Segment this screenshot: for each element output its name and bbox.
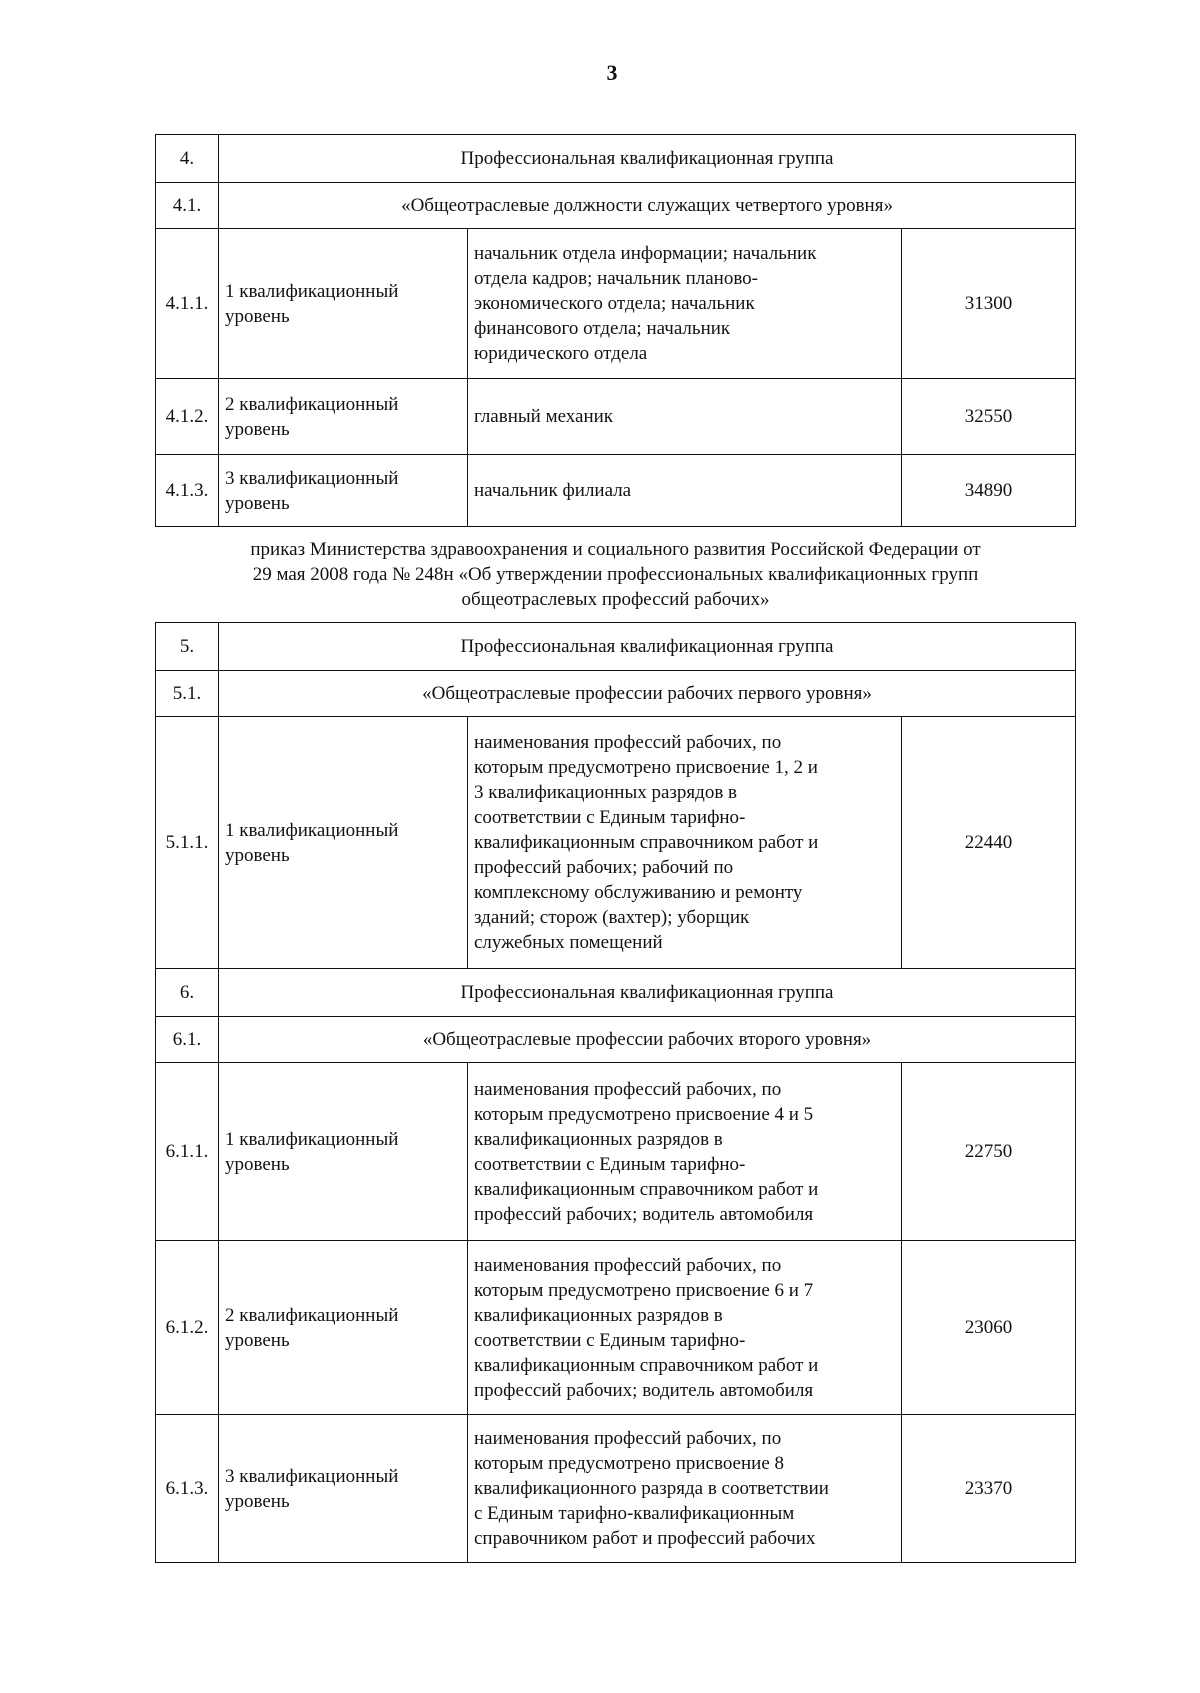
qualification-level: 3 квалификационный уровень bbox=[219, 1415, 468, 1563]
position-description: наименования профессий рабочих, по которым предусмотрено присвоение 4 и 5 квалификационных разрядов в соответствии с Единым тарифно- квалификационным справочником работ и профессий рабочих; водитель автомобиля bbox=[468, 1063, 902, 1241]
table-row bbox=[156, 1241, 1076, 1415]
qualification-level: 3 квалификационный уровень bbox=[219, 455, 468, 527]
order-reference-row bbox=[156, 527, 1076, 623]
salary-value: 32550 bbox=[902, 379, 1076, 455]
subgroup-number: 5.1. bbox=[156, 671, 219, 717]
row-number: 4.1.2. bbox=[156, 379, 219, 455]
table-row bbox=[156, 1063, 1076, 1241]
row-number: 4.1.1. bbox=[156, 229, 219, 379]
table-row bbox=[156, 229, 1076, 379]
subgroup-title: «Общеотраслевые профессии рабочих первого уровня» bbox=[219, 671, 1076, 717]
page-number: 3 bbox=[606, 60, 618, 85]
position-description: начальник отдела информации; начальник отдела кадров; начальник планово- экономического отдела; начальник финансового отдела; начальник юридического отдела bbox=[468, 229, 902, 379]
salary-value: 34890 bbox=[902, 455, 1076, 527]
subgroup-title: «Общеотраслевые профессии рабочих второго уровня» bbox=[219, 1017, 1076, 1063]
group-number: 6. bbox=[156, 969, 219, 1017]
group-header-row bbox=[156, 969, 1076, 1017]
table-row bbox=[156, 455, 1076, 527]
group-title: Профессиональная квалификационная группа bbox=[219, 623, 1076, 671]
position-description: наименования профессий рабочих, по которым предусмотрено присвоение 8 квалификационного разряда в соответствии с Единым тарифно-квалификационным справочником работ и профессий рабочих bbox=[468, 1415, 902, 1563]
group-number: 4. bbox=[156, 135, 219, 183]
group-number: 5. bbox=[156, 623, 219, 671]
group-title: Профессиональная квалификационная группа bbox=[219, 969, 1076, 1017]
position-description: начальник филиала bbox=[468, 455, 902, 527]
subgroup-number: 6.1. bbox=[156, 1017, 219, 1063]
table-row bbox=[156, 379, 1076, 455]
subgroup-title: «Общеотраслевые должности служащих четвертого уровня» bbox=[219, 183, 1076, 229]
salary-value: 22440 bbox=[902, 717, 1076, 969]
qualification-level: 1 квалификационный уровень bbox=[219, 229, 468, 379]
row-number: 4.1.3. bbox=[156, 455, 219, 527]
position-description: главный механик bbox=[468, 379, 902, 455]
table-row bbox=[156, 717, 1076, 969]
qualification-level: 1 квалификационный уровень bbox=[219, 1063, 468, 1241]
row-number: 6.1.3. bbox=[156, 1415, 219, 1563]
group-header-row bbox=[156, 623, 1076, 671]
qualification-level: 1 квалификационный уровень bbox=[219, 717, 468, 969]
row-number: 6.1.1. bbox=[156, 1063, 219, 1241]
salary-value: 22750 bbox=[902, 1063, 1076, 1241]
order-reference: приказ Министерства здравоохранения и социального развития Российской Федерации от 29 мая 2008 года № 248н «Об утверждении профессиональных квалификационных групп общеотраслевых профессий рабочих» bbox=[156, 527, 1076, 623]
subgroup-header-row bbox=[156, 1017, 1076, 1063]
group-title: Профессиональная квалификационная группа bbox=[219, 135, 1076, 183]
salary-value: 31300 bbox=[902, 229, 1076, 379]
qualification-table bbox=[155, 134, 1076, 1563]
table-row bbox=[156, 1415, 1076, 1563]
subgroup-header-row bbox=[156, 183, 1076, 229]
group-header-row bbox=[156, 135, 1076, 183]
subgroup-header-row bbox=[156, 671, 1076, 717]
qualification-level: 2 квалификационный уровень bbox=[219, 1241, 468, 1415]
salary-value: 23060 bbox=[902, 1241, 1076, 1415]
qualification-level: 2 квалификационный уровень bbox=[219, 379, 468, 455]
position-description: наименования профессий рабочих, по которым предусмотрено присвоение 6 и 7 квалификационных разрядов в соответствии с Единым тарифно- квалификационным справочником работ и профессий рабочих; водитель автомобиля bbox=[468, 1241, 902, 1415]
position-description: наименования профессий рабочих, по которым предусмотрено присвоение 1, 2 и 3 квалификационных разрядов в соответствии с Единым тарифно- квалификационным справочником работ и профессий рабочих; рабочий по комплексному обслуживанию и ремонту зданий; сторож (вахтер); уборщик служебных помещений bbox=[468, 717, 902, 969]
subgroup-number: 4.1. bbox=[156, 183, 219, 229]
row-number: 6.1.2. bbox=[156, 1241, 219, 1415]
salary-value: 23370 bbox=[902, 1415, 1076, 1563]
row-number: 5.1.1. bbox=[156, 717, 219, 969]
